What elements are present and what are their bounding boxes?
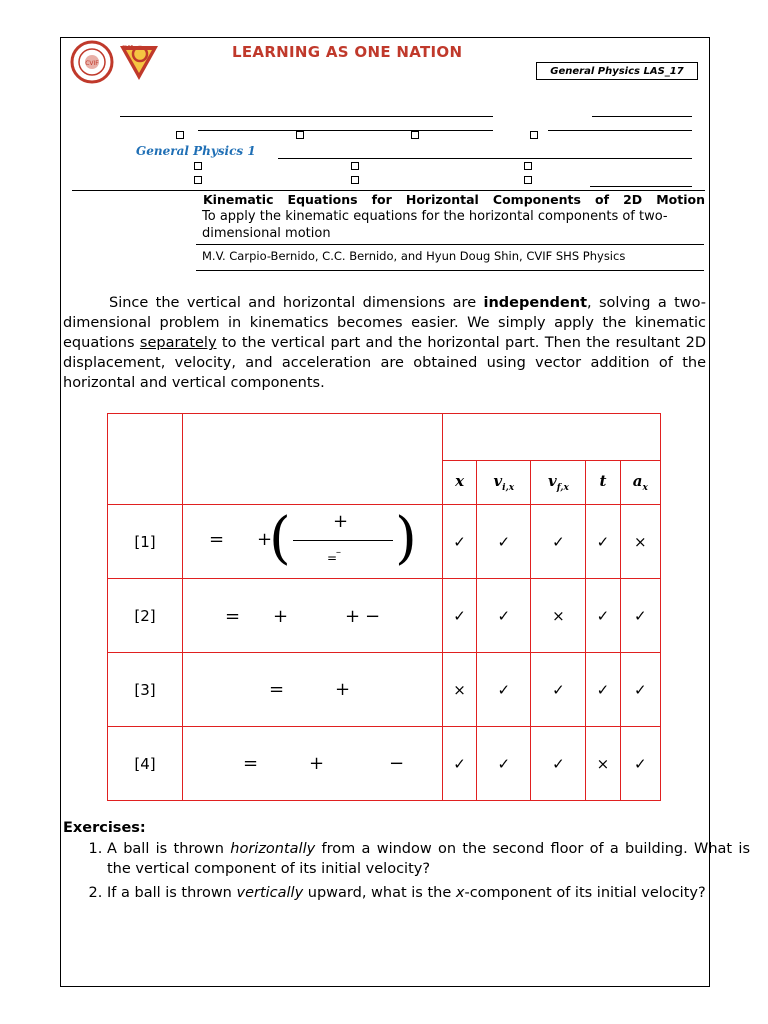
lesson-topic: Kinematic Equations for Horizontal Components of 2D Motion <box>203 192 705 207</box>
subject-label: General Physics 1 <box>136 144 256 158</box>
checkbox[interactable] <box>194 162 202 170</box>
school-seal-logo <box>70 40 120 84</box>
checkbox[interactable] <box>351 162 359 170</box>
equation-cell: = + <box>183 653 443 727</box>
divider <box>196 270 704 271</box>
mark-cell: ✓ <box>477 727 531 801</box>
equation-cell: = + − <box>183 727 443 801</box>
mark-cell: ✓ <box>586 579 620 653</box>
mark-cell: ✓ <box>620 579 660 653</box>
exercise-item: 1. A ball is thrown horizontally from a window on the second floor of a building. What is the vertical component of its initial velocity? <box>107 839 750 879</box>
mark-cell: ✓ <box>531 727 586 801</box>
mark-cell: ✓ <box>477 653 531 727</box>
mark-cell: × <box>443 653 477 727</box>
mark-cell: ✓ <box>531 653 586 727</box>
exercise-list <box>63 839 750 907</box>
row-label: [4] <box>108 727 183 801</box>
equation-cell: = + ( + = – ) <box>183 505 443 579</box>
checkbox[interactable] <box>524 162 532 170</box>
column-header-x: x <box>443 461 477 505</box>
mark-cell: ✓ <box>620 727 660 801</box>
lesson-objective: To apply the kinematic equations for the horizontal components of two-dimensional motion <box>202 209 668 241</box>
mark-cell: ✓ <box>620 653 660 727</box>
header-cell <box>108 414 183 505</box>
column-header-vfx: $v_{f,x}$ <box>531 461 586 505</box>
checkbox[interactable] <box>351 176 359 184</box>
checkbox[interactable] <box>530 131 538 139</box>
mark-cell: ✓ <box>586 653 620 727</box>
row-label: [3] <box>108 653 183 727</box>
checkbox[interactable] <box>524 176 532 184</box>
checkbox[interactable] <box>176 131 184 139</box>
divider <box>72 190 705 191</box>
authors: M.V. Carpio-Bernido, C.C. Bernido, and Hyun Doug Shin, CVIF SHS Physics <box>202 249 626 263</box>
column-header-vix: $v_{i,x}$ <box>477 461 531 505</box>
subject-line <box>278 158 692 159</box>
exercise-item: 2. If a ball is thrown vertically upward, what is the x-component of its initial velocity? <box>107 883 750 903</box>
checkbox[interactable] <box>296 131 304 139</box>
row-label: [1] <box>108 505 183 579</box>
bold-term: independent <box>483 295 588 311</box>
page-header-title: LEARNING AS ONE NATION <box>232 43 463 61</box>
equation-cell: = + + − <box>183 579 443 653</box>
mark-cell: ✓ <box>477 579 531 653</box>
las-code-box: General Physics LAS_17 <box>536 62 698 80</box>
name-line <box>120 116 493 117</box>
cvif-logo <box>116 40 162 84</box>
header-cell <box>443 414 661 461</box>
row-label: [2] <box>108 579 183 653</box>
underlined-term: separately <box>139 335 217 351</box>
seal-text: CVIF <box>85 60 99 67</box>
cvif-logo-text: CVIF <box>122 45 134 51</box>
checkbox[interactable] <box>411 131 419 139</box>
checkbox[interactable] <box>194 176 202 184</box>
mark-cell: ✓ <box>443 727 477 801</box>
mark-cell: ✓ <box>531 505 586 579</box>
mark-cell: × <box>620 505 660 579</box>
column-header-t: t <box>586 461 620 505</box>
kinematic-equations-table <box>107 413 661 801</box>
mark-cell: ✓ <box>586 505 620 579</box>
mark-cell: × <box>531 579 586 653</box>
date-line <box>592 116 692 117</box>
mark-cell: ✓ <box>443 579 477 653</box>
header-cell <box>183 414 443 505</box>
intro-paragraph: Since the vertical and horizontal dimensions are independent, solving a two-dimensional problem in kinematics becomes easier. We simply apply the kinematic equations separately to the vertical part and the horizontal part. Then the resultant 2D displacement, velocity, and acceleration are obtained using vector addition of the horizontal and vertical components. <box>63 295 706 391</box>
form-line <box>590 186 692 187</box>
score-line <box>548 130 692 131</box>
exercises-heading: Exercises: <box>63 820 146 836</box>
column-header-ax: $a_x$ <box>620 461 660 505</box>
mark-cell: × <box>586 727 620 801</box>
mark-cell: ✓ <box>443 505 477 579</box>
section-line <box>198 130 493 131</box>
divider <box>196 244 704 245</box>
mark-cell: ✓ <box>477 505 531 579</box>
